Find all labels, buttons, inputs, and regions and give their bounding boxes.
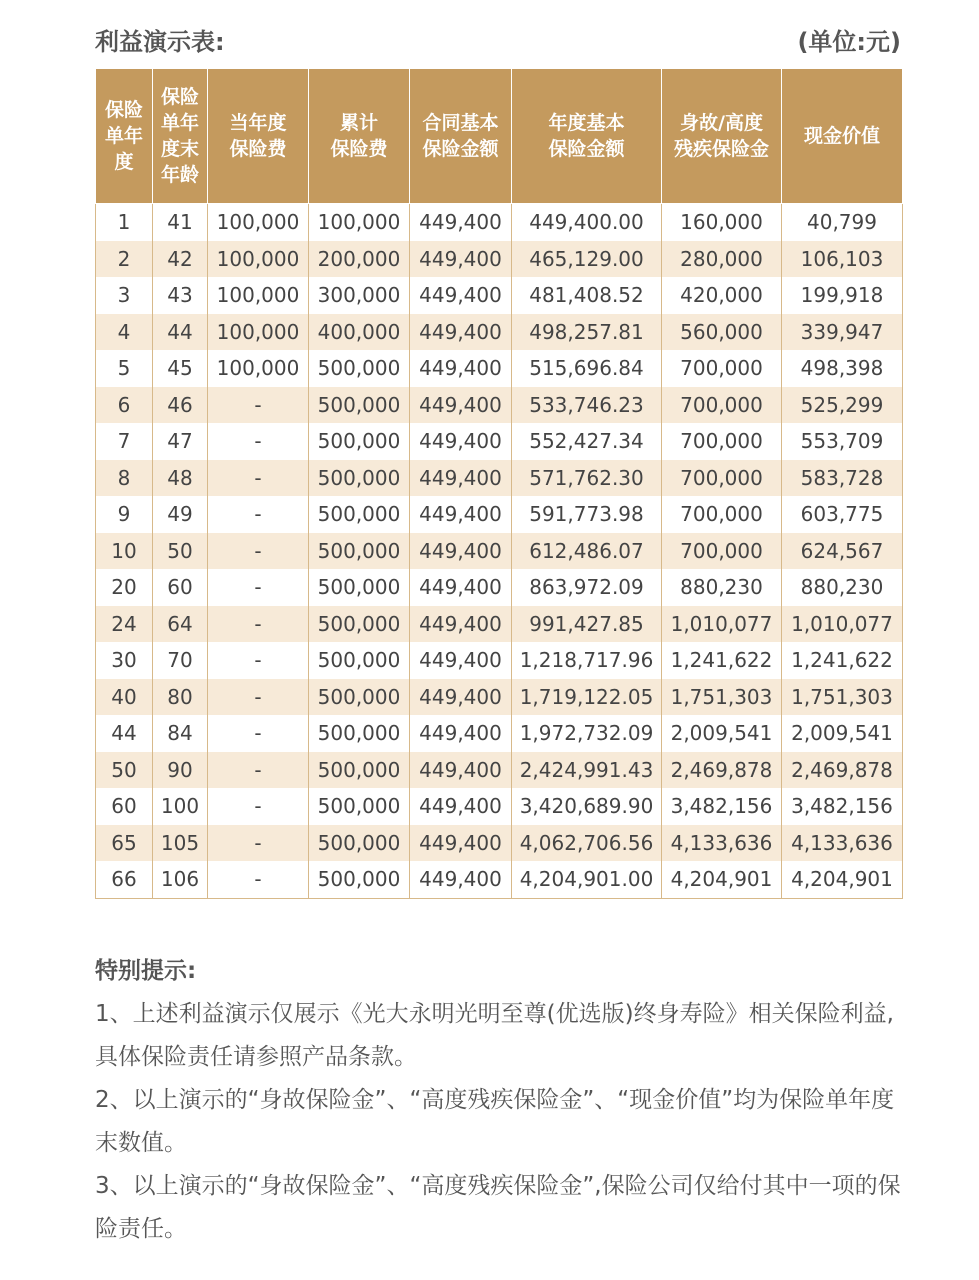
note-item: 1、上述利益演示仅展示《光大永明光明至尊(优选版)终身寿险》相关保险利益,具体保险责任请参照产品条款。 — [95, 1001, 894, 1070]
table-cell: 1,751,303 — [782, 679, 903, 716]
table-cell: 64 — [153, 606, 208, 643]
table-cell: 525,299 — [782, 387, 903, 424]
table-cell: 1,972,732.09 — [512, 715, 662, 752]
table-cell: 500,000 — [309, 387, 410, 424]
column-header: 身故/高度 残疾保险金 — [662, 69, 782, 204]
table-cell: 1,719,122.05 — [512, 679, 662, 716]
table-cell: 449,400 — [410, 825, 512, 862]
table-cell: 500,000 — [309, 788, 410, 825]
table-cell: 6 — [96, 387, 153, 424]
table-cell: 500,000 — [309, 460, 410, 497]
table-cell: 571,762.30 — [512, 460, 662, 497]
title-row — [95, 22, 901, 56]
table-cell: - — [208, 496, 309, 533]
table-cell: 42 — [153, 241, 208, 278]
table-cell: 10 — [96, 533, 153, 570]
table-cell: 449,400 — [410, 496, 512, 533]
table-cell: 100,000 — [309, 204, 410, 241]
table-row — [96, 314, 903, 351]
table-cell: 100,000 — [208, 277, 309, 314]
table-cell: 4,062,706.56 — [512, 825, 662, 862]
table-cell: 498,257.81 — [512, 314, 662, 351]
notes-heading: 特别提示: — [95, 958, 197, 984]
table-cell: 4 — [96, 314, 153, 351]
benefit-table — [95, 68, 903, 899]
table-row — [96, 241, 903, 278]
unit-label: (单位:元) — [797, 27, 901, 56]
table-cell: 30 — [96, 642, 153, 679]
column-header: 合同基本 保险金额 — [410, 69, 512, 204]
column-header: 保险 单年 度末 年龄 — [153, 69, 208, 204]
table-cell: - — [208, 752, 309, 789]
table-row — [96, 569, 903, 606]
table-cell: 1,218,717.96 — [512, 642, 662, 679]
table-cell: 700,000 — [662, 533, 782, 570]
table-cell: 3,420,689.90 — [512, 788, 662, 825]
table-row — [96, 825, 903, 862]
table-cell: 449,400 — [410, 752, 512, 789]
table-cell: 553,709 — [782, 423, 903, 460]
table-cell: 1,241,622 — [782, 642, 903, 679]
table-cell: 500,000 — [309, 423, 410, 460]
table-cell: 2,424,991.43 — [512, 752, 662, 789]
table-cell: 100,000 — [208, 241, 309, 278]
table-cell: 624,567 — [782, 533, 903, 570]
table-cell: 4,204,901 — [662, 861, 782, 898]
table-cell: 1,010,077 — [662, 606, 782, 643]
table-cell: 583,728 — [782, 460, 903, 497]
table-cell: 339,947 — [782, 314, 903, 351]
table-cell: 500,000 — [309, 569, 410, 606]
table-cell: 991,427.85 — [512, 606, 662, 643]
table-cell: 449,400 — [410, 204, 512, 241]
table-cell: 863,972.09 — [512, 569, 662, 606]
table-cell: 449,400 — [410, 350, 512, 387]
table-cell: 449,400 — [410, 861, 512, 898]
table-cell: 49 — [153, 496, 208, 533]
table-cell: 700,000 — [662, 496, 782, 533]
table-row — [96, 788, 903, 825]
table-cell: - — [208, 569, 309, 606]
column-header: 保险 单年 度 — [96, 69, 153, 204]
table-cell: 100,000 — [208, 204, 309, 241]
table-cell: 80 — [153, 679, 208, 716]
table-cell: 449,400 — [410, 533, 512, 570]
table-cell: 43 — [153, 277, 208, 314]
table-row — [96, 204, 903, 241]
table-cell: 50 — [96, 752, 153, 789]
table-cell: 449,400 — [410, 460, 512, 497]
table-body — [96, 204, 903, 899]
table-cell: 2,009,541 — [662, 715, 782, 752]
notes-section — [95, 950, 905, 1251]
table-cell: 500,000 — [309, 642, 410, 679]
table-cell: 449,400 — [410, 423, 512, 460]
table-cell: 500,000 — [309, 606, 410, 643]
table-cell: 1,241,622 — [662, 642, 782, 679]
table-cell: 1,010,077 — [782, 606, 903, 643]
table-cell: 50 — [153, 533, 208, 570]
table-cell: 199,918 — [782, 277, 903, 314]
table-row — [96, 642, 903, 679]
table-cell: 500,000 — [309, 715, 410, 752]
table-cell: 44 — [96, 715, 153, 752]
table-cell: 515,696.84 — [512, 350, 662, 387]
table-row — [96, 533, 903, 570]
table-cell: 41 — [153, 204, 208, 241]
table-cell: 700,000 — [662, 387, 782, 424]
table-cell: 2 — [96, 241, 153, 278]
table-cell: 700,000 — [662, 350, 782, 387]
table-row — [96, 715, 903, 752]
column-header: 当年度 保险费 — [208, 69, 309, 204]
table-cell: 84 — [153, 715, 208, 752]
table-cell: 400,000 — [309, 314, 410, 351]
table-cell: 3,482,156 — [782, 788, 903, 825]
table-cell: 700,000 — [662, 423, 782, 460]
table-cell: 44 — [153, 314, 208, 351]
table-cell: 449,400 — [410, 387, 512, 424]
note-item: 2、以上演示的“身故保险金”、“高度残疾保险金”、“现金价值”均为保险单年度末数值。 — [95, 1087, 895, 1156]
table-cell: 9 — [96, 496, 153, 533]
table-cell: 24 — [96, 606, 153, 643]
table-cell: 449,400 — [410, 569, 512, 606]
table-cell: 500,000 — [309, 350, 410, 387]
table-cell: 70 — [153, 642, 208, 679]
table-cell: - — [208, 861, 309, 898]
table-cell: 8 — [96, 460, 153, 497]
table-cell: 100,000 — [208, 314, 309, 351]
table-cell: 880,230 — [662, 569, 782, 606]
table-cell: 20 — [96, 569, 153, 606]
table-cell: 449,400 — [410, 314, 512, 351]
table-cell: - — [208, 679, 309, 716]
table-cell: 200,000 — [309, 241, 410, 278]
table-cell: 500,000 — [309, 496, 410, 533]
table-cell: 100,000 — [208, 350, 309, 387]
table-cell: 46 — [153, 387, 208, 424]
table-row — [96, 752, 903, 789]
table-row — [96, 861, 903, 898]
table-row — [96, 679, 903, 716]
table-cell: 2,469,878 — [662, 752, 782, 789]
table-cell: 603,775 — [782, 496, 903, 533]
table-cell: 449,400 — [410, 642, 512, 679]
table-cell: 7 — [96, 423, 153, 460]
table-cell: 449,400 — [410, 606, 512, 643]
table-cell: - — [208, 788, 309, 825]
table-cell: 4,204,901.00 — [512, 861, 662, 898]
table-cell: 280,000 — [662, 241, 782, 278]
table-cell: 2,009,541 — [782, 715, 903, 752]
table-cell: 533,746.23 — [512, 387, 662, 424]
column-header: 累计 保险费 — [309, 69, 410, 204]
note-item: 3、以上演示的“身故保险金”、“高度残疾保险金”,保险公司仅给付其中一项的保险责任。 — [95, 1173, 901, 1242]
table-cell: 481,408.52 — [512, 277, 662, 314]
table-cell: 498,398 — [782, 350, 903, 387]
table-cell: - — [208, 825, 309, 862]
table-cell: 100 — [153, 788, 208, 825]
table-row — [96, 387, 903, 424]
table-row — [96, 277, 903, 314]
table-cell: - — [208, 533, 309, 570]
table-cell: 1 — [96, 204, 153, 241]
table-cell: 105 — [153, 825, 208, 862]
table-cell: 40,799 — [782, 204, 903, 241]
table-cell: 4,133,636 — [782, 825, 903, 862]
table-cell: 40 — [96, 679, 153, 716]
page-title: 利益演示表: — [95, 27, 225, 56]
table-cell: - — [208, 387, 309, 424]
table-cell: 449,400 — [410, 241, 512, 278]
table-cell: 4,133,636 — [662, 825, 782, 862]
table-cell: 500,000 — [309, 861, 410, 898]
table-cell: 60 — [153, 569, 208, 606]
table-cell: 465,129.00 — [512, 241, 662, 278]
table-cell: 449,400.00 — [512, 204, 662, 241]
table-cell: 106,103 — [782, 241, 903, 278]
table-cell: 700,000 — [662, 460, 782, 497]
table-cell: 449,400 — [410, 679, 512, 716]
table-cell: 160,000 — [662, 204, 782, 241]
table-row — [96, 350, 903, 387]
table-cell: 420,000 — [662, 277, 782, 314]
table-cell: 47 — [153, 423, 208, 460]
table-cell: 66 — [96, 861, 153, 898]
table-cell: - — [208, 423, 309, 460]
table-cell: 4,204,901 — [782, 861, 903, 898]
table-cell: - — [208, 460, 309, 497]
table-cell: 449,400 — [410, 277, 512, 314]
table-cell: 591,773.98 — [512, 496, 662, 533]
table-header-row — [96, 69, 903, 204]
table-cell: 48 — [153, 460, 208, 497]
table-cell: 2,469,878 — [782, 752, 903, 789]
table-row — [96, 496, 903, 533]
table-cell: 449,400 — [410, 715, 512, 752]
table-cell: 300,000 — [309, 277, 410, 314]
table-cell: 560,000 — [662, 314, 782, 351]
table-cell: 3,482,156 — [662, 788, 782, 825]
table-cell: 612,486.07 — [512, 533, 662, 570]
table-cell: 880,230 — [782, 569, 903, 606]
table-cell: 1,751,303 — [662, 679, 782, 716]
table-cell: 552,427.34 — [512, 423, 662, 460]
table-cell: 106 — [153, 861, 208, 898]
table-cell: - — [208, 606, 309, 643]
table-cell: 65 — [96, 825, 153, 862]
table-cell: 45 — [153, 350, 208, 387]
table-cell: 500,000 — [309, 752, 410, 789]
table-cell: 500,000 — [309, 825, 410, 862]
table-cell: 500,000 — [309, 533, 410, 570]
table-row — [96, 460, 903, 497]
table-cell: 5 — [96, 350, 153, 387]
table-row — [96, 423, 903, 460]
table-cell: 90 — [153, 752, 208, 789]
table-cell: - — [208, 715, 309, 752]
column-header: 现金价值 — [782, 69, 903, 204]
table-row — [96, 606, 903, 643]
table-cell: 500,000 — [309, 679, 410, 716]
table-cell: 60 — [96, 788, 153, 825]
table-cell: 449,400 — [410, 788, 512, 825]
column-header: 年度基本 保险金额 — [512, 69, 662, 204]
table-cell: - — [208, 642, 309, 679]
table-cell: 3 — [96, 277, 153, 314]
